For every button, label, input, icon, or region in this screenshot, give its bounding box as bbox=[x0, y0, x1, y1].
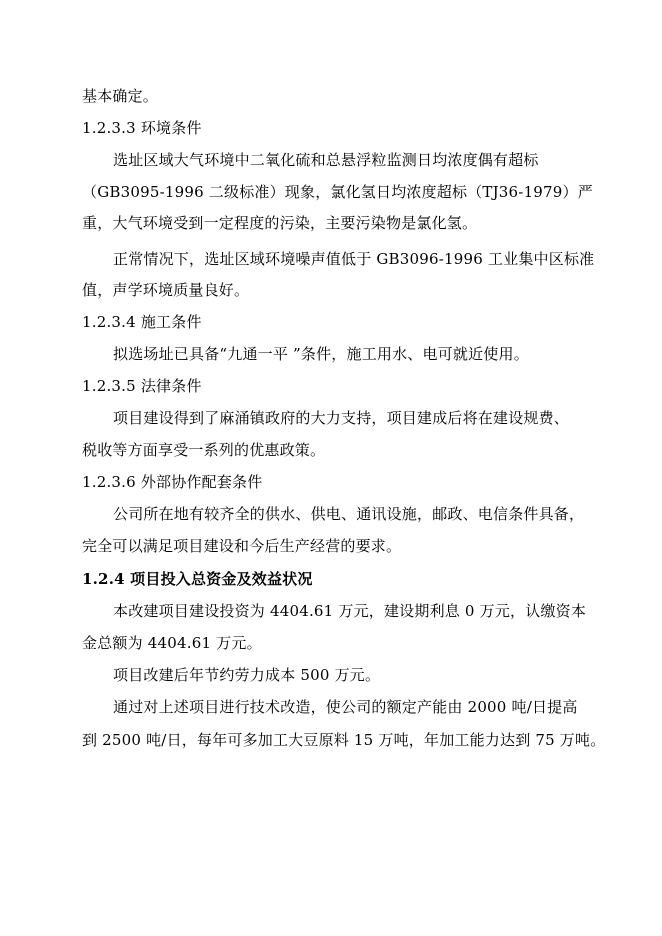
section-heading-1-2-3-3: 1.2.3.3 环境条件 bbox=[82, 119, 202, 137]
paragraph-line: （GB3095-1996 二级标准）现象，氯化氢日均浓度超标（TJ36-1979）严 bbox=[82, 183, 593, 201]
paragraph-line: 选址区域大气环境中二氧化硫和总悬浮粒监测日均浓度偶有超标 bbox=[113, 151, 539, 169]
paragraph-line: 拟选场址已具备“九通一平 ”条件，施工用水、电可就近使用。 bbox=[113, 345, 529, 363]
section-heading-1-2-4: 1.2.4 项目投入总资金及效益状况 bbox=[82, 570, 313, 588]
paragraph-line: 本改建项目建设投资为 4404.61 万元，建设期利息 0 万元，认缴资本 bbox=[113, 602, 587, 620]
paragraph-line: 值，声学环境质量良好。 bbox=[82, 281, 250, 299]
section-heading-1-2-3-5: 1.2.3.5 法律条件 bbox=[82, 377, 202, 395]
paragraph-line: 完全可以满足项目建设和今后生产经营的要求。 bbox=[82, 537, 402, 555]
paragraph-line: 项目改建后年节约劳力成本 500 万元。 bbox=[113, 666, 381, 684]
paragraph-line: 通过对上述项目进行技术改造，使公司的额定产能由 2000 吨/日提高 bbox=[113, 698, 578, 716]
paragraph-line: 公司所在地有较齐全的供水、供电、通讯设施，邮政、电信条件具备， bbox=[113, 505, 585, 523]
section-heading-1-2-3-6: 1.2.3.6 外部协作配套条件 bbox=[82, 473, 263, 491]
paragraph-line: 项目建设得到了麻涌镇政府的大力支持，项目建成后将在建设规费、 bbox=[113, 409, 570, 427]
section-heading-1-2-3-4: 1.2.3.4 施工条件 bbox=[82, 313, 202, 331]
paragraph-line: 正常情况下，选址区域环境噪声值低于 GB3096-1996 工业集中区标准 bbox=[113, 250, 595, 268]
paragraph-line: 到 2500 吨/日，每年可多加工大豆原料 15 万吨，年加工能力达到 75 万吨。 bbox=[82, 731, 606, 749]
paragraph-line: 重，大气环境受到一定程度的污染，主要污染物是氯化氢。 bbox=[82, 214, 478, 232]
paragraph-line: 金总额为 4404.61 万元。 bbox=[82, 634, 262, 652]
paragraph-line: 税收等方面享受一系列的优惠政策。 bbox=[82, 441, 326, 459]
paragraph-line: 基本确定。 bbox=[82, 87, 159, 105]
